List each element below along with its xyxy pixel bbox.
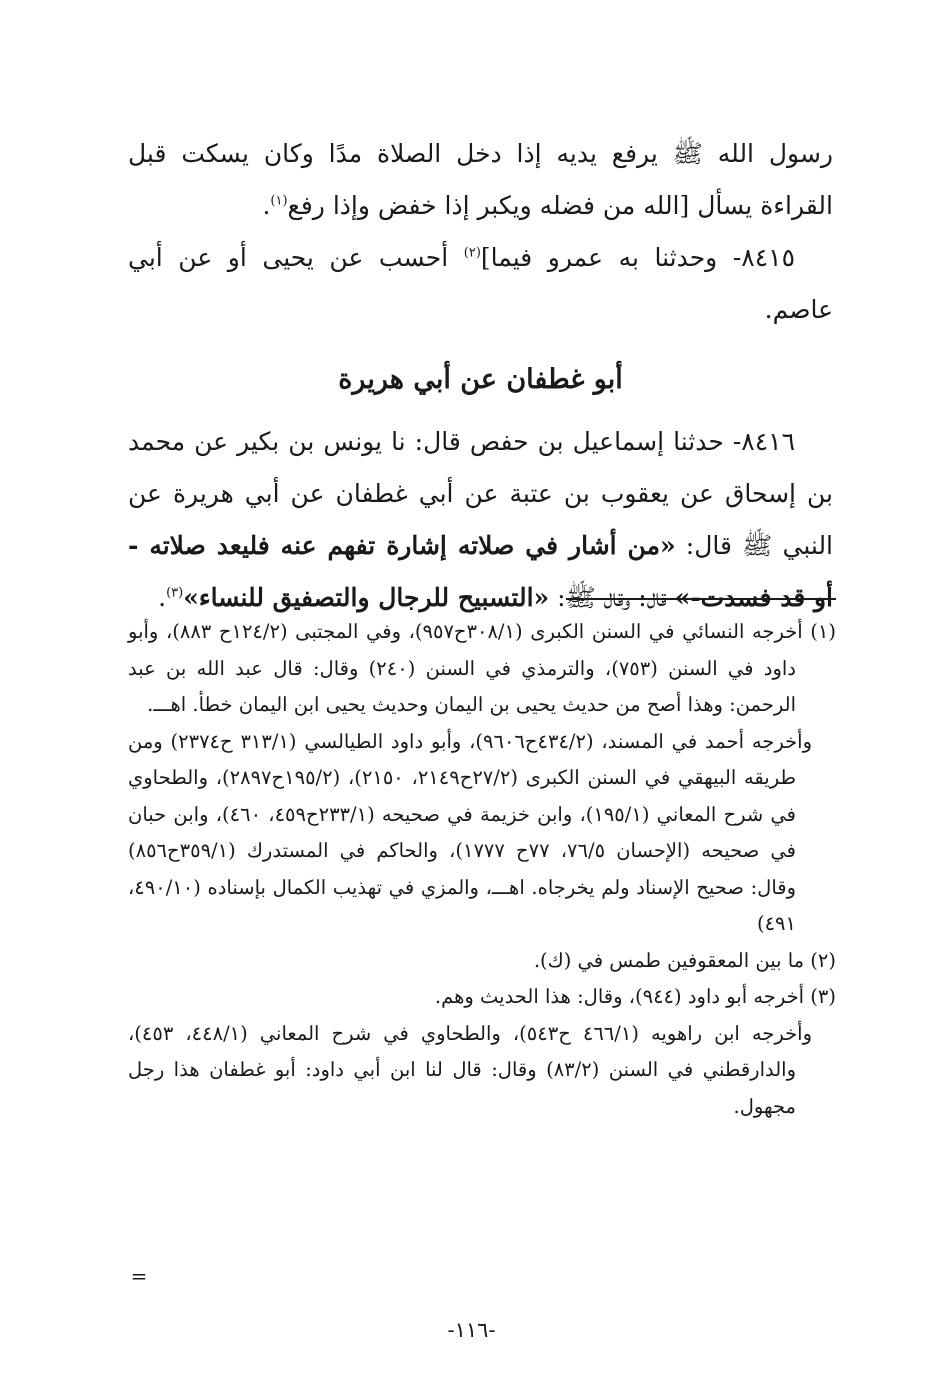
- section-heading: أبو غطفان عن أبي هريرة: [338, 364, 623, 395]
- footnote-3: (٣) أخرجه أبو داود (٩٤٤)، وقال: هذا الحديث وهم.: [434, 985, 836, 1008]
- hadith-text-bold-1: «من أشار في صلاته إشارة تفهم عنه فليعد صلاته - أو قد فسدت-»: [128, 531, 833, 612]
- footnote-ref-3[interactable]: (٣): [166, 585, 184, 601]
- hadith-text-bold-2: «التسبيح للرجال والتصفيق للنساء»: [183, 583, 550, 612]
- footnotes: [128, 614, 836, 1125]
- footnote-ref-1[interactable]: (١): [270, 193, 288, 209]
- page-number: -١١٦-: [447, 1318, 496, 1342]
- footnote-1: (١) أخرجه النسائي في السنن الكبرى (٣٠٨/١ح٩٥٧)، وفي المجتبى (١٢٤/٢ح ٨٨٣)، وأبو داود في السنن (٧٥٣)، والترمذي في السنن (٢٤٠) وقال: قال عبد الله بن عبد الرحمن: وهذا أصح من حديث يحيى بن اليمان وحديث يحيى ابن اليمان خطأ. اهـــ.: [128, 620, 837, 716]
- footnote-ref-2[interactable]: (٢): [463, 245, 481, 261]
- hadith-8416: ٨٤١٦- حدثنا إسماعيل بن حفص قال: نا يونس بن بكير عن محمد بن إسحاق عن يعقوب بن عتبة عن أبي غطفان عن أبي هريرة عن النبي ﷺ قال: «من أشار في صلاته إشارة تفهم عنه فليعد صلاته - أو قد فسدت-» قال: وقال ﷺ: «التسبيح للرجال والتصفيق للنساء»$^{(٣)}$.: [128, 427, 834, 612]
- continuation-mark: =: [130, 1264, 148, 1288]
- footnote-3-continued: وأخرجه ابن راهويه (٤٦٦/١ ح٥٤٣)، والطحاوي في شرح المعاني (٤٤٨/١، ٤٥٣)، والدارقطني في السنن (٨٣/٢) وقال: قال لنا ابن أبي داود: أبو غطفان هذا رجل مجهول.: [128, 1021, 812, 1118]
- footnote-separator: [566, 598, 836, 600]
- paragraph-continuation: رسول الله ﷺ يرفع يديه إذا دخل الصلاة مدًا وكان يسكت قبل القراءة يسأل [الله من فضله ويكبر إذا خفض وإذا رفع$^{(١)}$.: [128, 139, 833, 220]
- footnote-1-continued: وأخرجه أحمد في المسند، (٤٣٤/٢ح٩٦٠٦)، وأبو داود الطيالسي (٣١٣/١ ح٢٣٧٤) ومن طريقه البيهقي في السنن الكبرى (٢٧/٢ح٢١٤٩، ٢١٥٠)، (١٩٥/٢ح٢٨٩٧)، والطحاوي في شرح المعاني (١٩٥/١)، وابن خزيمة في صحيحه (٢٣٣/١ح٤٥٩، ٤٦٠)، وابن حبان في صحيحه (الإحسان ٧٦/٥، ٧٧ح ١٧٧٧)، والحاكم في المستدرك (٣٥٩/١ح٨٥٦) وقال: صحيح الإسناد ولم يخرجاه. اهـــ، والمزي في تهذيب الكمال بإسناده (٤٩٠/١٠، ٤٩١): [128, 729, 812, 935]
- hadith-8415: ٨٤١٥- وحدثنا به عمرو فيما]$^{(٢)}$ أحسب عن يحيى أو عن أبي عاصم.: [128, 243, 833, 324]
- footnote-2: (٢) ما بين المعقوفين طمس في (ك).: [533, 948, 836, 972]
- main-text: [128, 128, 833, 624]
